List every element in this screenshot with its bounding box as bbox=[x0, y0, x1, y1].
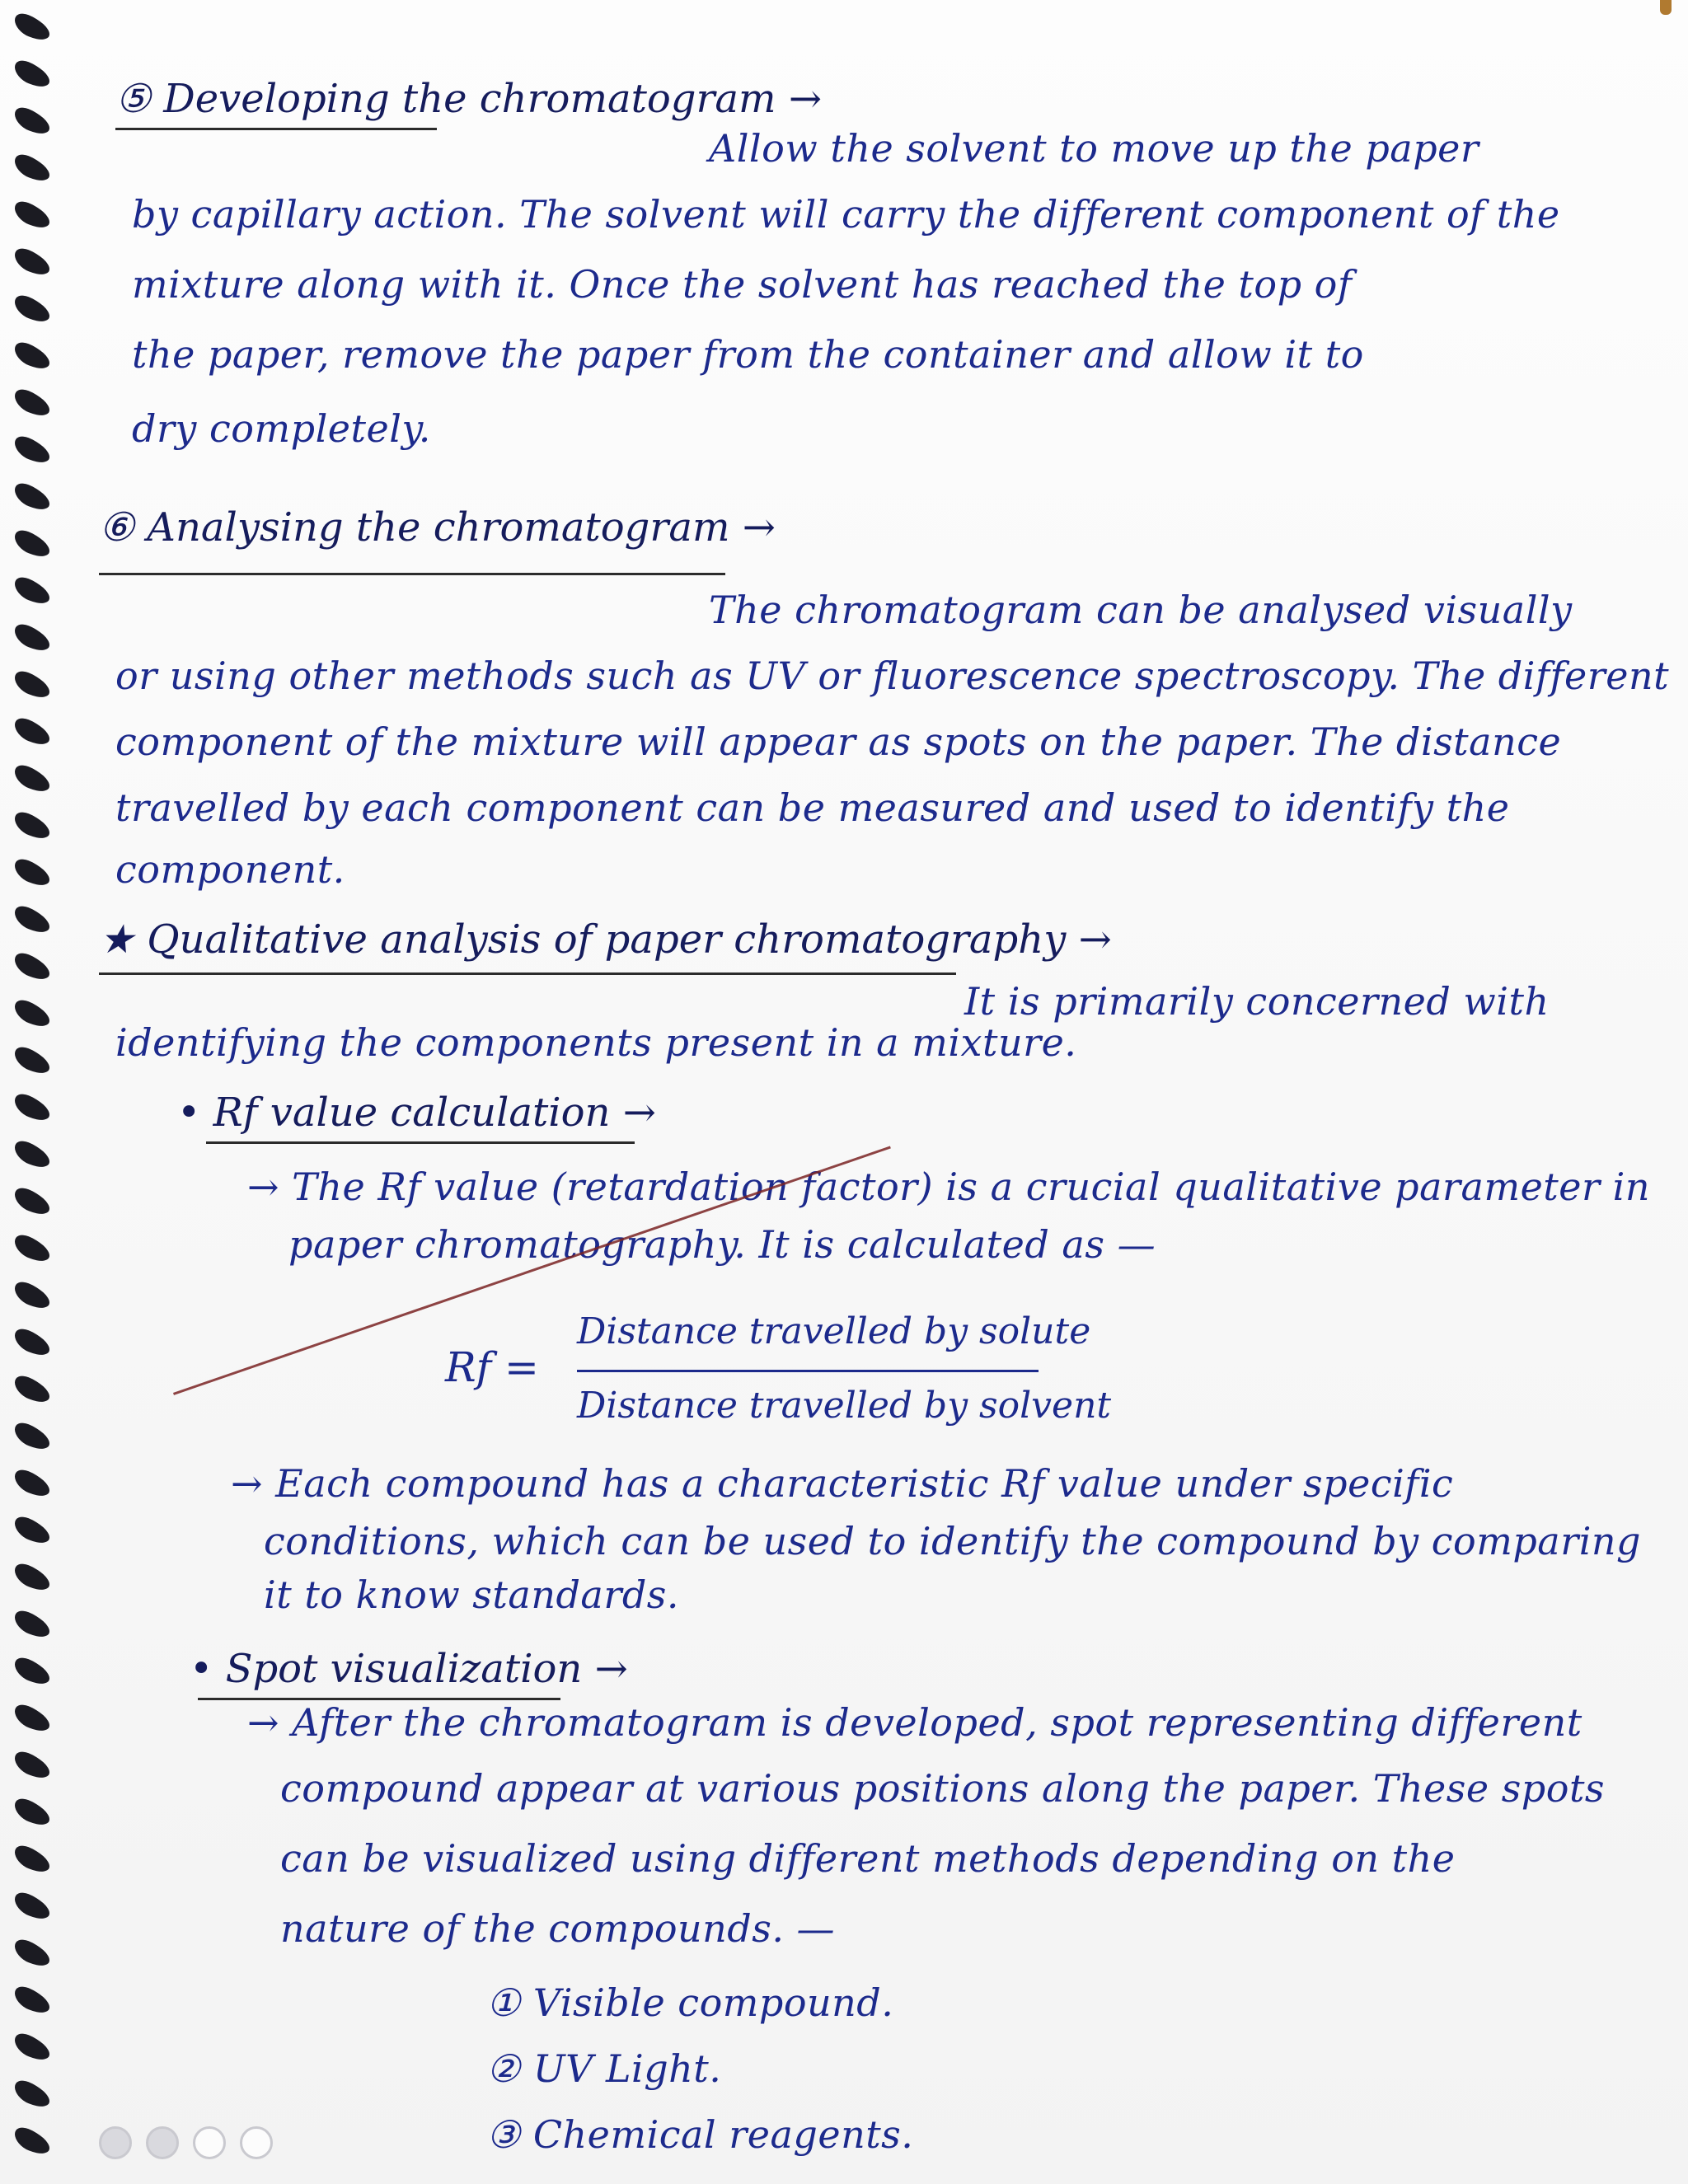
binding-ring bbox=[15, 1607, 49, 1643]
binding-ring bbox=[15, 1560, 49, 1596]
binding-ring bbox=[15, 1419, 49, 1455]
text-line: component of the mixture will appear as spots on the paper. The distance bbox=[115, 719, 1562, 764]
binding-ring bbox=[15, 1466, 49, 1502]
binding-ring bbox=[15, 902, 49, 938]
page-dots bbox=[99, 2126, 283, 2159]
binding-ring bbox=[15, 762, 49, 797]
binding-ring bbox=[15, 621, 49, 656]
text-line: can be visualized using different methods depending on the bbox=[280, 1836, 1456, 1881]
text-line: paper chromatography. It is calculated as — bbox=[288, 1222, 1156, 1267]
section-heading-analysing: ⑥ Analysing the chromatogram → bbox=[99, 504, 776, 551]
dot-icon bbox=[193, 2126, 226, 2159]
text-line: conditions, which can be used to identify the compound by comparing bbox=[264, 1519, 1641, 1563]
text-line: dry completely. bbox=[132, 406, 431, 451]
binding-ring bbox=[15, 1043, 49, 1079]
section-heading-developing: ⑤ Developing the chromatogram → bbox=[115, 76, 823, 122]
binding-ring bbox=[15, 855, 49, 891]
binding-ring bbox=[15, 1513, 49, 1549]
list-item: ① Visible compound. bbox=[486, 1980, 894, 2025]
subheading-rf-value: • Rf value calculation → bbox=[177, 1090, 656, 1136]
binding-ring bbox=[15, 1372, 49, 1408]
binding-ring bbox=[15, 668, 49, 703]
heading-underline bbox=[99, 573, 725, 575]
binding-ring bbox=[15, 574, 49, 609]
binding-ring bbox=[15, 57, 49, 92]
binding-ring bbox=[15, 996, 49, 1032]
binding-ring bbox=[15, 1983, 49, 2018]
text-line: component. bbox=[115, 847, 345, 892]
text-line: → The Rf value (retardation factor) is a crucial qualitative parameter in bbox=[247, 1165, 1650, 1209]
binding-ring bbox=[15, 339, 49, 374]
binding-ring bbox=[15, 1936, 49, 1971]
formula-denominator: Distance travelled by solvent bbox=[577, 1385, 1112, 1427]
text-line: or using other methods such as UV or fluorescence spectroscopy. The different bbox=[115, 654, 1670, 698]
binding-ring bbox=[15, 245, 49, 280]
binding-ring bbox=[15, 808, 49, 844]
handwritten-notes bbox=[99, 0, 1670, 2184]
binding-ring bbox=[15, 1325, 49, 1361]
heading-underline bbox=[115, 128, 437, 130]
binding-ring bbox=[15, 2124, 49, 2159]
text-line: identifying the components present in a mixture. bbox=[115, 1020, 1077, 1065]
heading-underline bbox=[206, 1141, 635, 1144]
binding-ring bbox=[15, 292, 49, 327]
list-item: ② UV Light. bbox=[486, 2046, 722, 2091]
binding-ring bbox=[15, 1231, 49, 1267]
text-line: travelled by each component can be measured and used to identify the bbox=[115, 785, 1510, 830]
dot-icon bbox=[240, 2126, 273, 2159]
text-line: by capillary action. The solvent will carry the different component of the bbox=[132, 192, 1560, 237]
text-line: nature of the compounds. — bbox=[280, 1906, 836, 1951]
text-line: Allow the solvent to move up the paper bbox=[709, 126, 1479, 171]
binding-ring bbox=[15, 1278, 49, 1314]
binding-ring bbox=[15, 1889, 49, 1924]
dot-icon bbox=[146, 2126, 179, 2159]
corner-mark bbox=[1660, 0, 1672, 15]
binding-ring bbox=[15, 715, 49, 750]
list-item: ③ Chemical reagents. bbox=[486, 2112, 914, 2157]
binding-ring bbox=[15, 949, 49, 985]
subheading-spot-visualization: • Spot visualization → bbox=[190, 1646, 628, 1692]
text-line: mixture along with it. Once the solvent has reached the top of bbox=[132, 262, 1353, 307]
binding-ring bbox=[15, 386, 49, 421]
binding-ring bbox=[15, 104, 49, 139]
text-line: it to know standards. bbox=[264, 1572, 679, 1617]
binding-ring bbox=[15, 198, 49, 233]
rf-formula bbox=[445, 1310, 1187, 1442]
binding-ring bbox=[15, 1701, 49, 1736]
binding-ring bbox=[15, 10, 49, 45]
binding-ring bbox=[15, 1184, 49, 1220]
binding-ring bbox=[15, 1090, 49, 1126]
binding-ring bbox=[15, 2030, 49, 2065]
binding-ring bbox=[15, 2077, 49, 2112]
dot-icon bbox=[99, 2126, 132, 2159]
formula-lhs: Rf = bbox=[445, 1343, 539, 1391]
binding-ring bbox=[15, 1748, 49, 1783]
text-line: compound appear at various positions along the paper. These spots bbox=[280, 1766, 1606, 1811]
text-line: It is primarily concerned with bbox=[964, 979, 1550, 1024]
binding-ring bbox=[15, 480, 49, 515]
text-line: The chromatogram can be analysed visually bbox=[709, 588, 1573, 632]
binding-ring bbox=[15, 527, 49, 562]
heading-underline bbox=[99, 972, 956, 975]
text-line: the paper, remove the paper from the container and allow it to bbox=[132, 332, 1364, 377]
binding-ring bbox=[15, 151, 49, 186]
section-heading-qualitative: ★ Qualitative analysis of paper chromatography → bbox=[99, 916, 1112, 963]
binding-ring bbox=[15, 1137, 49, 1173]
binding-ring bbox=[15, 1654, 49, 1690]
binding-ring bbox=[15, 433, 49, 468]
binding-ring bbox=[15, 1795, 49, 1830]
formula-numerator: Distance travelled by solute bbox=[577, 1310, 1091, 1352]
fraction-bar bbox=[577, 1370, 1039, 1372]
binding-ring bbox=[15, 1842, 49, 1877]
text-line: → After the chromatogram is developed, spot representing different bbox=[247, 1700, 1582, 1745]
text-line: → Each compound has a characteristic Rf value under specific bbox=[231, 1461, 1454, 1506]
spiral-binding bbox=[0, 0, 74, 2184]
